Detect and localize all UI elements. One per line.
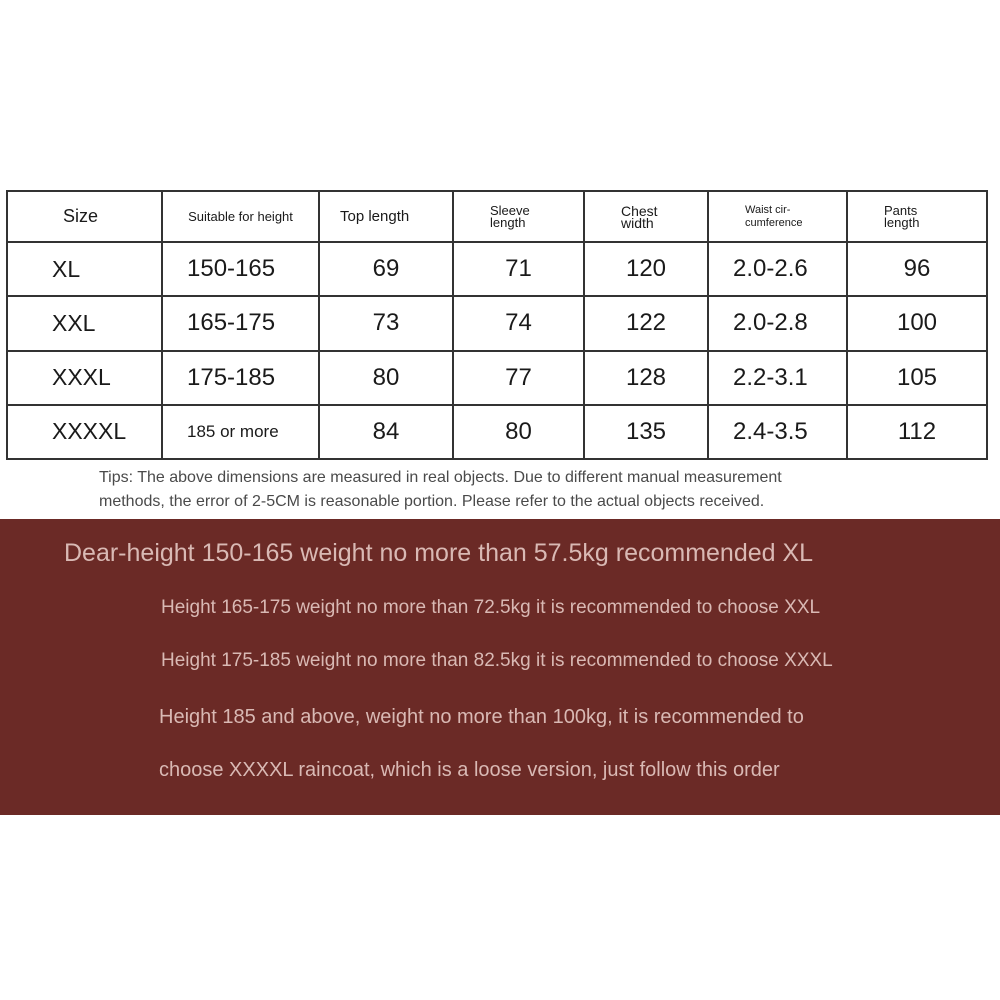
header-size: Size	[7, 191, 162, 242]
header-chest-line1: Chest	[621, 202, 658, 219]
cell-top-length: 73	[319, 296, 453, 350]
table-header-row	[7, 191, 987, 242]
cell-pants-length: 112	[847, 405, 987, 459]
cell-chest-width: 135	[584, 405, 708, 459]
cell-waist: 2.2-3.1	[708, 351, 847, 405]
table-row	[7, 242, 987, 296]
tips-line-1: Tips: The above dimensions are measured in real objects. Due to different manual measurement	[99, 469, 782, 486]
header-suitable-height: Suitable for height	[162, 191, 319, 242]
cell-sleeve-length: 80	[453, 405, 584, 459]
measurement-tips	[99, 466, 919, 514]
header-sleeve-line1: Sleeve	[490, 202, 530, 218]
cell-sleeve-length: 71	[453, 242, 584, 296]
cell-height: 175-185	[162, 351, 319, 405]
recommendation-line: choose XXXXL raincoat, which is a loose version, just follow this order	[159, 759, 780, 781]
cell-chest-width: 128	[584, 351, 708, 405]
cell-sleeve-length: 77	[453, 351, 584, 405]
cell-height: 150-165	[162, 242, 319, 296]
header-waist-line2: cumference	[745, 216, 803, 229]
cell-waist: 2.0-2.8	[708, 296, 847, 350]
recommendation-panel	[0, 519, 1000, 815]
cell-height: 185 or more	[162, 405, 319, 459]
cell-size: XL	[7, 242, 162, 296]
cell-size: XXXXL	[7, 405, 162, 459]
cell-pants-length: 105	[847, 351, 987, 405]
cell-size: XXXL	[7, 351, 162, 405]
recommendation-line: Height 165-175 weight no more than 72.5kg it is recommended to choose XXL	[161, 597, 821, 618]
table-row	[7, 351, 987, 405]
recommendation-line: Height 175-185 weight no more than 82.5kg it is recommended to choose XXXL	[161, 650, 833, 671]
cell-chest-width: 120	[584, 242, 708, 296]
cell-chest-width: 122	[584, 296, 708, 350]
size-chart-table	[6, 190, 988, 460]
cell-pants-length: 96	[847, 242, 987, 296]
header-sleeve-length	[453, 191, 584, 242]
header-pants-line1: Pants	[884, 202, 918, 218]
header-pants-line2: length	[884, 214, 920, 230]
header-pants-length	[847, 191, 987, 242]
cell-waist: 2.0-2.6	[708, 242, 847, 296]
header-waist-line1: Waist cir-	[745, 203, 791, 216]
cell-waist: 2.4-3.5	[708, 405, 847, 459]
cell-pants-length: 100	[847, 296, 987, 350]
cell-sleeve-length: 74	[453, 296, 584, 350]
header-sleeve-line2: length	[490, 214, 526, 230]
table-row	[7, 296, 987, 350]
header-top-length: Top length	[319, 191, 453, 242]
header-chest-width	[584, 191, 708, 242]
table-row	[7, 405, 987, 459]
cell-top-length: 80	[319, 351, 453, 405]
recommendation-line: Dear-height 150-165 weight no more than 57.5kg recommended XL	[64, 539, 814, 567]
cell-top-length: 84	[319, 405, 453, 459]
cell-height: 165-175	[162, 296, 319, 350]
recommendation-line: Height 185 and above, weight no more than 100kg, it is recommended to	[159, 706, 804, 728]
header-chest-line2: width	[621, 214, 654, 231]
cell-size: XXL	[7, 296, 162, 350]
cell-top-length: 69	[319, 242, 453, 296]
tips-line-2: methods, the error of 2-5CM is reasonable portion. Please refer to the actual objects received.	[99, 493, 765, 510]
header-waist-circumference	[708, 191, 847, 242]
